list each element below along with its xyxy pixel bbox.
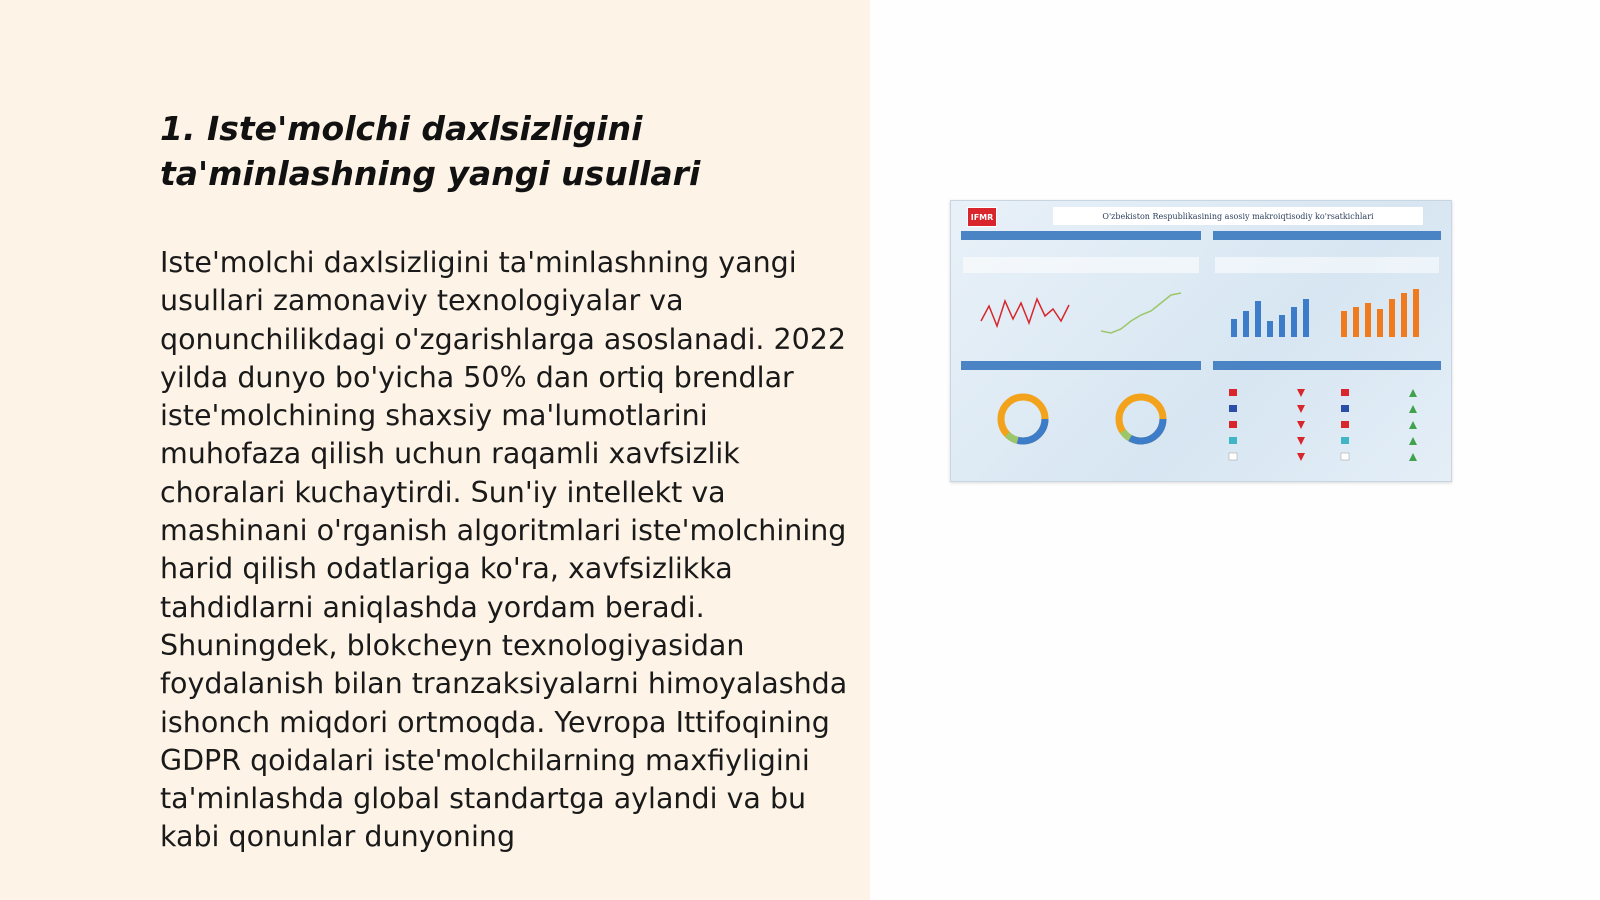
orange-bar <box>1341 311 1347 337</box>
blue-bar <box>1279 315 1285 337</box>
orange-bar <box>1353 307 1359 337</box>
dashboard-charts <box>961 281 1452 481</box>
dashboard-title: O'zbekiston Respublikasining asosiy makroiqtisodiy ko'rsatkichlari <box>1053 207 1423 225</box>
slide-title: 1. Iste'molchi daxlsizligini ta'minlashning yangi usullari <box>160 109 701 193</box>
orange-bar <box>1413 289 1419 337</box>
orange-bar <box>1377 309 1383 337</box>
orange-bar <box>1401 293 1407 337</box>
blue-bar <box>1291 307 1297 337</box>
blue-bar <box>1255 301 1261 337</box>
dashboard-image <box>950 200 1452 482</box>
section-header-strip <box>1213 231 1441 240</box>
indicator-row <box>963 257 1199 273</box>
indicator-row <box>1215 257 1439 273</box>
inflation-line <box>981 299 1069 326</box>
section-header-strip <box>961 231 1201 240</box>
blue-bar <box>1267 321 1273 337</box>
blue-bar <box>1303 299 1309 337</box>
donut-chart <box>1001 397 1045 441</box>
blue-bar <box>1243 311 1249 337</box>
trade-partners-table <box>1229 389 1417 461</box>
dashboard-logo: IFMR <box>967 207 997 227</box>
blue-bar <box>1231 319 1237 337</box>
donut-chart <box>1119 397 1163 441</box>
orange-bar <box>1389 299 1395 337</box>
orange-bar <box>1365 303 1371 337</box>
growth-line <box>1101 293 1181 333</box>
slide-body-text: Iste'molchi daxlsizligini ta'minlashning yangi usullari zamonaviy texnologiyalar va qonunchilikdagi o'zgarishlarga asoslanadi. 2022 yilda dunyo bo'yicha 50% dan ortiq brendlar iste'molchining shaxsiy ma'lumotlarini muhofaza qilish uchun raqamli xavfsizlik choralari kuchaytirdi. Sun'iy intellekt va mashinani o'rganish algoritmlari iste'molchining harid qilish odatlariga ko'ra, xavfsizlikka tahdidlarni aniqlashda yordam beradi. Shuningdek, blokcheyn texnologiyasidan foydalanish bilan tranzaksiyalarni himoyalashda ishonch miqdori ortmoqda. Yevropa Ittifoqining GDPR qoidalari iste'molchilarning maxfiyligini ta'minlashda global standartga aylandi va bu kabi qonunlar dunyoning <box>160 246 848 854</box>
